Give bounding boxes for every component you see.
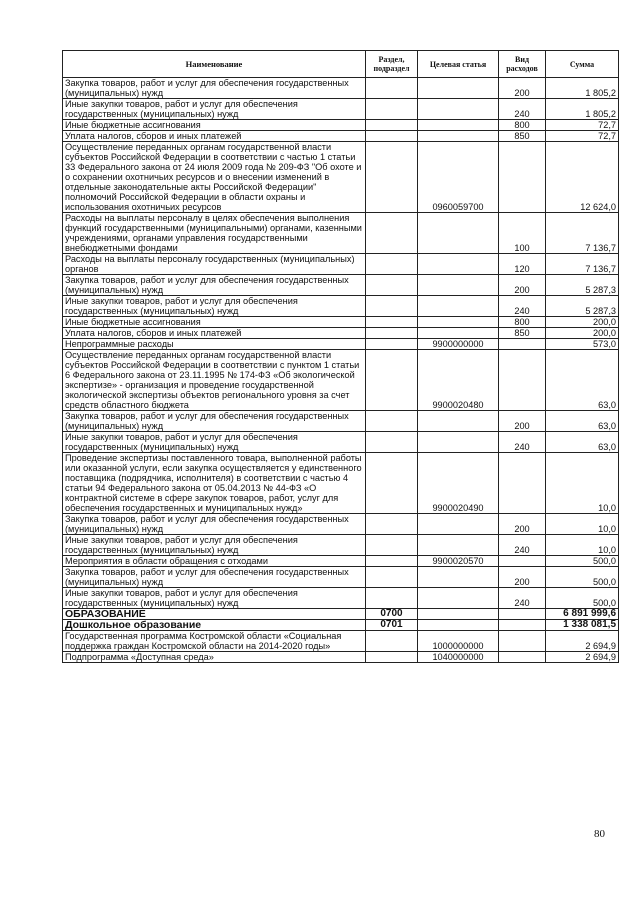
table-body: [63, 78, 619, 663]
cell-name: Иные закупки товаров, работ и услуг для обеспечения государственных (муниципальных) нужд: [63, 99, 366, 120]
cell-target: [418, 213, 499, 254]
cell-type: [499, 609, 546, 620]
cell-section: [366, 588, 418, 609]
table-row: [63, 99, 619, 120]
cell-sum: 5 287,3: [546, 296, 619, 317]
table-row: [63, 275, 619, 296]
cell-target: [418, 131, 499, 142]
cell-type: 850: [499, 131, 546, 142]
cell-sum: 2 694,9: [546, 652, 619, 663]
cell-type: [499, 339, 546, 350]
table-row: [63, 609, 619, 620]
cell-sum: 7 136,7: [546, 213, 619, 254]
cell-section: [366, 317, 418, 328]
cell-sum: 500,0: [546, 567, 619, 588]
cell-type: 800: [499, 120, 546, 131]
header-name: Наименование: [63, 51, 366, 78]
table-row: [63, 296, 619, 317]
table-row: [63, 567, 619, 588]
table-row: [63, 556, 619, 567]
cell-type: [499, 652, 546, 663]
cell-section: 0701: [366, 620, 418, 631]
cell-target: [418, 120, 499, 131]
cell-sum: 63,0: [546, 350, 619, 411]
table-row: [63, 131, 619, 142]
cell-target: [418, 275, 499, 296]
header-section: Раздел, подраздел: [366, 51, 418, 78]
cell-name: Дошкольное образование: [63, 620, 366, 631]
cell-type: 120: [499, 254, 546, 275]
cell-target: [418, 78, 499, 99]
table-header: [63, 51, 619, 78]
table-row: [63, 120, 619, 131]
cell-type: [499, 620, 546, 631]
cell-name: Иные закупки товаров, работ и услуг для обеспечения государственных (муниципальных) нужд: [63, 588, 366, 609]
cell-sum: 200,0: [546, 328, 619, 339]
cell-section: [366, 142, 418, 213]
cell-type: [499, 453, 546, 514]
cell-name: Проведение экспертизы поставленного товара, выполненной работы или оказанной услуги, если закупка осуществляется у единственного поставщика (подрядчика, исполнителя) в соответствии с частью 4 статьи 94 Федерального закона от 05.04.2013 № 44-ФЗ «О контрактной системе в сфере закупок товаров, работ, услуг для обеспечения государственных и муниципальных нужд»: [63, 453, 366, 514]
cell-target: [418, 296, 499, 317]
cell-type: 240: [499, 296, 546, 317]
cell-sum: 72,7: [546, 131, 619, 142]
cell-type: [499, 556, 546, 567]
table-row: [63, 317, 619, 328]
budget-table: [62, 50, 619, 663]
page-number: 80: [594, 828, 605, 840]
cell-section: [366, 254, 418, 275]
cell-target: 1040000000: [418, 652, 499, 663]
cell-section: [366, 567, 418, 588]
cell-name: ОБРАЗОВАНИЕ: [63, 609, 366, 620]
header-sum: Сумма: [546, 51, 619, 78]
table-row: [63, 254, 619, 275]
table-row: [63, 631, 619, 652]
table-row: [63, 620, 619, 631]
cell-sum: 10,0: [546, 535, 619, 556]
table-row: [63, 588, 619, 609]
cell-type: 850: [499, 328, 546, 339]
cell-type: 200: [499, 567, 546, 588]
cell-sum: 2 694,9: [546, 631, 619, 652]
header-type: Вид расходов: [499, 51, 546, 78]
cell-sum: 1 338 081,5: [546, 620, 619, 631]
cell-type: 240: [499, 535, 546, 556]
cell-section: [366, 432, 418, 453]
cell-target: 1000000000: [418, 631, 499, 652]
cell-target: 9900020490: [418, 453, 499, 514]
cell-section: [366, 411, 418, 432]
cell-sum: 5 287,3: [546, 275, 619, 296]
cell-sum: 1 805,2: [546, 78, 619, 99]
cell-target: 0960059700: [418, 142, 499, 213]
cell-name: Закупка товаров, работ и услуг для обеспечения государственных (муниципальных) нужд: [63, 567, 366, 588]
cell-name: Закупка товаров, работ и услуг для обеспечения государственных (муниципальных) нужд: [63, 514, 366, 535]
cell-section: [366, 535, 418, 556]
cell-name: Иные закупки товаров, работ и услуг для обеспечения государственных (муниципальных) нужд: [63, 535, 366, 556]
cell-section: [366, 514, 418, 535]
cell-type: 100: [499, 213, 546, 254]
cell-name: Осуществление переданных органам государственной власти субъектов Российской Федерации в соответствии с пунктом 1 статьи 6 Федерального закона от 23.11.1995 № 174-ФЗ «Об экологической экспертизе» - организация и проведение государственной экологической экспертизы объектов регионального уровня за счет средств областного бюджета: [63, 350, 366, 411]
header-target: Целевая статья: [418, 51, 499, 78]
cell-section: [366, 131, 418, 142]
cell-name: Подпрограмма «Доступная среда»: [63, 652, 366, 663]
cell-sum: 500,0: [546, 588, 619, 609]
cell-section: [366, 631, 418, 652]
cell-target: [418, 317, 499, 328]
cell-type: 200: [499, 411, 546, 432]
cell-sum: 7 136,7: [546, 254, 619, 275]
cell-target: [418, 514, 499, 535]
cell-type: [499, 142, 546, 213]
cell-section: [366, 275, 418, 296]
cell-target: [418, 254, 499, 275]
cell-name: Осуществление переданных органам государственной власти субъектов Российской Федерации в соответствии с частью 1 статьи 33 Федерального закона от 24 июля 2009 года № 209-ФЗ "Об охоте и о сохранении охотничьих ресурсов и о внесении изменений в отдельные законодательные акты Российской Федерации" полномочий Российской Федерации в области охраны и использования охотничьих ресурсов: [63, 142, 366, 213]
cell-target: [418, 432, 499, 453]
cell-sum: 200,0: [546, 317, 619, 328]
cell-sum: 500,0: [546, 556, 619, 567]
table-row: [63, 432, 619, 453]
cell-section: [366, 78, 418, 99]
cell-section: [366, 453, 418, 514]
cell-section: [366, 339, 418, 350]
cell-name: Закупка товаров, работ и услуг для обеспечения государственных (муниципальных) нужд: [63, 275, 366, 296]
cell-name: Мероприятия в области обращения с отходами: [63, 556, 366, 567]
cell-target: [418, 588, 499, 609]
table-row: [63, 213, 619, 254]
cell-name: Иные бюджетные ассигнования: [63, 317, 366, 328]
cell-name: Иные закупки товаров, работ и услуг для обеспечения государственных (муниципальных) нужд: [63, 296, 366, 317]
cell-section: [366, 652, 418, 663]
cell-sum: 10,0: [546, 514, 619, 535]
cell-sum: 1 805,2: [546, 99, 619, 120]
cell-type: 240: [499, 99, 546, 120]
cell-sum: 12 624,0: [546, 142, 619, 213]
cell-name: Закупка товаров, работ и услуг для обеспечения государственных (муниципальных) нужд: [63, 411, 366, 432]
cell-name: Уплата налогов, сборов и иных платежей: [63, 131, 366, 142]
table-row: [63, 78, 619, 99]
cell-target: [418, 328, 499, 339]
cell-type: 200: [499, 78, 546, 99]
cell-sum: 63,0: [546, 432, 619, 453]
cell-target: 9900020480: [418, 350, 499, 411]
cell-sum: 573,0: [546, 339, 619, 350]
cell-section: [366, 213, 418, 254]
cell-name: Уплата налогов, сборов и иных платежей: [63, 328, 366, 339]
table-row: [63, 453, 619, 514]
cell-sum: 6 891 999,6: [546, 609, 619, 620]
cell-target: [418, 567, 499, 588]
table-row: [63, 339, 619, 350]
cell-section: [366, 296, 418, 317]
cell-type: 800: [499, 317, 546, 328]
cell-type: [499, 350, 546, 411]
table-row: [63, 350, 619, 411]
cell-name: Закупка товаров, работ и услуг для обеспечения государственных (муниципальных) нужд: [63, 78, 366, 99]
cell-sum: 10,0: [546, 453, 619, 514]
cell-target: 9900020570: [418, 556, 499, 567]
table-row: [63, 514, 619, 535]
cell-section: [366, 328, 418, 339]
cell-section: [366, 120, 418, 131]
cell-section: [366, 350, 418, 411]
cell-target: [418, 620, 499, 631]
cell-target: 9900000000: [418, 339, 499, 350]
cell-target: [418, 609, 499, 620]
cell-name: Иные бюджетные ассигнования: [63, 120, 366, 131]
cell-target: [418, 99, 499, 120]
cell-name: Государственная программа Костромской области «Социальная поддержка граждан Костромской области на 2014-2020 годы»: [63, 631, 366, 652]
table-row: [63, 328, 619, 339]
cell-type: [499, 631, 546, 652]
cell-sum: 72,7: [546, 120, 619, 131]
cell-target: [418, 411, 499, 432]
table-row: [63, 142, 619, 213]
cell-section: 0700: [366, 609, 418, 620]
cell-type: 240: [499, 432, 546, 453]
table-row: [63, 652, 619, 663]
cell-section: [366, 556, 418, 567]
cell-type: 200: [499, 275, 546, 296]
cell-sum: 63,0: [546, 411, 619, 432]
table-row: [63, 535, 619, 556]
cell-name: Расходы на выплаты персоналу в целях обеспечения выполнения функций государственными (муниципальными) органами, казенными учреждениями, органами управления государственными внебюджетными фондами: [63, 213, 366, 254]
cell-target: [418, 535, 499, 556]
cell-name: Иные закупки товаров, работ и услуг для обеспечения государственных (муниципальных) нужд: [63, 432, 366, 453]
cell-name: Расходы на выплаты персоналу государственных (муниципальных) органов: [63, 254, 366, 275]
cell-type: 240: [499, 588, 546, 609]
cell-section: [366, 99, 418, 120]
cell-type: 200: [499, 514, 546, 535]
table-row: [63, 411, 619, 432]
cell-name: Непрограммные расходы: [63, 339, 366, 350]
